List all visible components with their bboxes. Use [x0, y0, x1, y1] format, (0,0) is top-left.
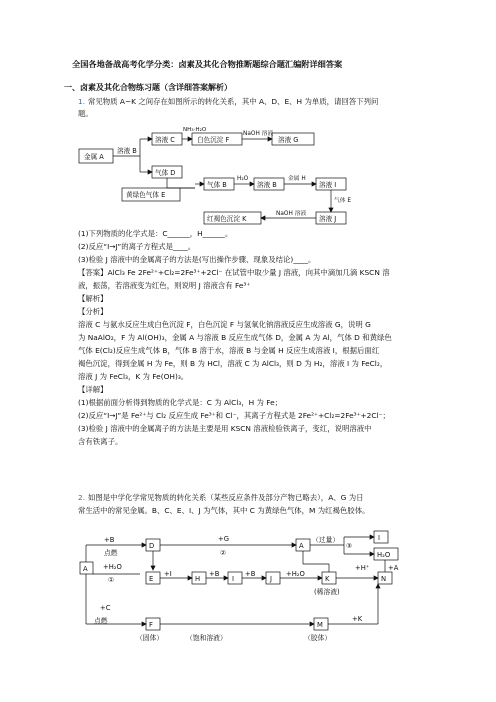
label-white-ppt-f: 白色沉淀 F [197, 136, 230, 144]
q2-label-solid: （固体） [136, 634, 164, 642]
q2-box-j [266, 572, 280, 584]
q2-label-plus-b3: +B [245, 570, 256, 578]
q2-label-plus-g: +G [218, 535, 229, 543]
q2-label-saturated: （饱和溶液） [186, 634, 227, 642]
q2-label-i2: I [232, 575, 235, 583]
q1-detail-line4: 含有铁离子。 [78, 437, 123, 446]
q1-answer-line2: 液，振荡，若溶液变为红色，则说明 J 溶液含有 Fe³⁺ [78, 281, 251, 290]
q1-xiangjie-tag: 【详解】 [78, 385, 108, 394]
q2-label-colloid: （胶体） [304, 634, 332, 642]
q2-stem-line2: 常生活中的常见金属。B、C、E、I、J 为气体，其中 C 为黄绿色气体，M 为红褐色胶体。 [78, 506, 370, 515]
q1-analysis-line5: 溶液 J 为 FeCl₃，K 为 Fe(OH)₃。 [78, 372, 189, 381]
q1-detail-line1: (1)根据前面分析得到物质的化学式是：C 为 AlCl₃，H 为 Fe； [78, 398, 283, 407]
q2-label-plus-b2: +B [209, 570, 220, 578]
q2-label-d: D [149, 542, 155, 550]
q1-analysis-line2: 为 NaAlO₂，F 为 Al(OH)₃，金属 A 与溶液 B 反应生成气体 D，金属 A 为 Al，气体 D 和黄绿色 [78, 333, 392, 342]
q1-analysis-line4: 褐色沉淀，得到金属 H 为 Fe，则 B 为 HCl，溶液 C 为 AlCl₃，则 D 为 H₂，溶液 I 为 FeCl₂， [78, 359, 388, 368]
q1-fenxi-tag: 【分析】 [78, 307, 108, 316]
q2-label-ignite2: 点燃 [94, 617, 108, 625]
label-solution-c: 溶液 C [155, 136, 175, 144]
q2-label-n: N [381, 575, 387, 583]
label-solution-b-arrow: 溶液 B [117, 147, 137, 155]
q2-box-i [374, 531, 388, 543]
label-solution-g: 溶液 G [278, 136, 299, 144]
label-yellow-green-e: 黄绿色气体 E [126, 191, 166, 199]
q2-label-excess: （过量） [312, 536, 340, 544]
q2-label-h2o: H₂O [377, 551, 391, 559]
q2-label-circle3: ③ [346, 542, 353, 550]
doc-title: 全国各地备战高考化学分类：卤素及其化合物推断题综合题汇编附详细答案 [72, 59, 343, 69]
q2-label-plus-a: +A [388, 564, 399, 572]
q1-analysis-line1: 溶液 C 与氨水反应生成白色沉淀 F，白色沉淀 F 与氢氧化钠溶液反应生成溶液 G，说明 G [78, 320, 371, 329]
q1-answer-line1: 【答案】AlCl₃ Fe 2Fe²⁺+Cl₂=2Fe³⁺+2Cl⁻ 在试管中取少量 J 溶液，向其中滴加几滴 KSCN 溶 [78, 268, 390, 277]
label-gas-b: 气体 B [207, 181, 227, 189]
q2-label-h: H [195, 575, 201, 583]
q2-label-circle1: ① [108, 576, 115, 584]
label-gas-d: 气体 D [155, 169, 176, 177]
q2-label-plus-hplus: +H⁺ [355, 564, 370, 572]
q2-label-m: M [317, 621, 323, 629]
q2-label-k: K [325, 575, 330, 583]
q2-label-f: F [149, 621, 153, 629]
q1-reaction-diagram [0, 124, 496, 224]
q1-detail-line2: (2)反应“I→J”是 Fe²⁺与 Cl₂ 反应生成 Fe³⁺和 Cl⁻，其离子方程式是 2Fe²⁺+Cl₂=2Fe³⁺+2Cl⁻； [78, 411, 390, 420]
q2-label-ignite1: 点燃 [104, 549, 118, 557]
q1-stem-line2: 题。 [78, 109, 93, 118]
q1-sub2: (2)反应“I→J”的离子方程式是____。 [78, 242, 196, 251]
q2-label-plus-b: +B [104, 536, 115, 544]
q2-label-plus-k: +K [352, 615, 363, 623]
q2-stem-line1: 如图是中学化学常见物质的转化关系（某些反应条件及部分产物已略去），A、G 为日 [88, 493, 364, 502]
q2-label-plus-c: +C [100, 604, 111, 612]
label-naoh: NaOH 溶液 [243, 131, 274, 137]
q2-label-plus-h2o: +H₂O [103, 563, 122, 571]
label-naoh2: NaOH 溶液 [276, 211, 307, 217]
label-nh3: NH₃·H₂O [183, 127, 207, 133]
q2-label-a2: A [299, 542, 304, 550]
q2-label-plus-i: +I [164, 570, 172, 578]
q2-label-plus-h2o2: +H₂O [286, 570, 305, 578]
q1-stem-line1: 常见物质 A~K 之间存在如图所示的转化关系，其中 A、D、E、H 为单质，请回答下列问 [88, 97, 379, 106]
label-solution-b: 溶液 B [257, 181, 277, 189]
label-metal-a: 金属 A [84, 153, 104, 161]
section-heading: 一、卤素及其化合物练习题（含详细答案解析） [64, 83, 232, 92]
q1-analysis-line3: 气体 E(Cl₂)反应生成气体 B，气体 B 溶于水，溶液 B 与金属 H 反应生成溶液 I，根据后面红 [78, 346, 380, 355]
q1-detail-line3: (3)检验 J 溶液中的金属离子的方法是主要是用 KSCN 溶液检验铁离子，变红，说明溶液中 [78, 424, 372, 433]
q2-label-dilute: (稀溶液) [314, 588, 340, 596]
label-solution-i: 溶液 I [319, 181, 337, 189]
q2-label-j: J [270, 575, 273, 583]
q1-sub1: (1)下列物质的化学式是：C______，H______。 [78, 229, 233, 238]
q2-label-a: A [83, 565, 88, 573]
label-red-brown-k: 红褐色沉淀 K [207, 215, 247, 223]
q1-jiexi-tag: 【解析】 [78, 294, 108, 303]
q2-label-i: I [378, 534, 381, 542]
q2-label-e: E [149, 575, 154, 583]
q2-reaction-diagram [0, 528, 496, 648]
q1-sub3: (3)检验 J 溶液中的金属离子的方法是(写出操作步骤、现象及结论)____。 [78, 255, 316, 264]
label-metal-h: 金属 H [288, 176, 306, 182]
q2-number: 2. [78, 493, 86, 502]
label-gas-e: 气体 E [334, 198, 352, 204]
label-solution-j: 溶液 J [319, 215, 337, 223]
q1-number: 1. [78, 97, 86, 106]
label-water: H₂O [237, 176, 249, 182]
q2-box-i2 [228, 572, 242, 584]
q2-label-circle2: ② [220, 549, 227, 557]
